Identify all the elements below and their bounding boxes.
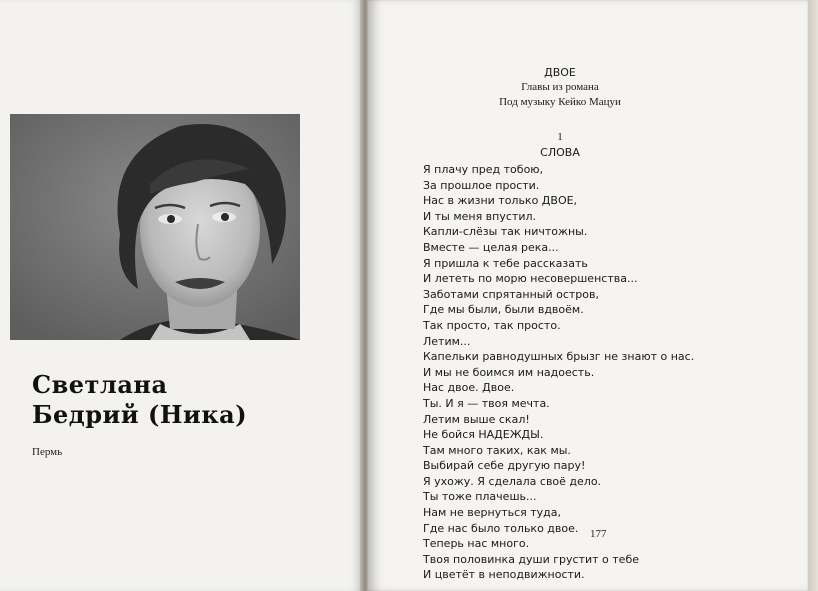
poem-line: И лететь по морю несовершенства... [423, 272, 638, 286]
author-city: Пермь [32, 446, 63, 458]
poem-line: Летим выше скал! [423, 412, 530, 426]
poem-line: Заботами спрятанный остров, [423, 287, 599, 301]
page-number: 177 [590, 528, 607, 540]
author-name [32, 370, 247, 430]
poem-line: Выбирай себе другую пару! [423, 459, 586, 473]
poem-line: И ты меня впустил. [423, 209, 537, 223]
poem-line: Капельки равнодушных брызг не знают о нас. [423, 350, 695, 364]
poem-line: Так просто, так просто. [423, 318, 561, 332]
poem-line: Там много таких, как мы. [423, 443, 571, 457]
left-page [0, 0, 362, 591]
author-first-name: Светлана [32, 370, 168, 399]
poem-line: Твоя половинка души грустит о тебе [423, 552, 639, 566]
poem-line: За прошлое прости. [423, 178, 540, 192]
poem-line: Нам не вернуться туда, [423, 506, 562, 520]
poem-line: Я плачу пред тобою, [423, 163, 544, 176]
poem-line: Где нас было только двое. [423, 521, 579, 535]
poem-dedication: Под музыку Кейко Мацуи [499, 96, 621, 108]
author-last-name: Бедрий (Ника) [32, 400, 248, 429]
poem-title: ДВОЕ [544, 66, 576, 79]
page-edge [808, 0, 818, 591]
poem-line: Ты тоже плачешь... [423, 490, 537, 504]
poem-line: Вместе — целая река... [423, 240, 559, 254]
poem-text [423, 162, 694, 583]
poem-line: Теперь нас много. [423, 537, 530, 551]
poem-line: Ты. И я — твоя мечта. [423, 396, 550, 410]
poem-line: Летим... [423, 334, 471, 348]
poem-line: Я пришла к тебе рассказать [423, 256, 588, 270]
author-photo [10, 114, 300, 340]
poem-line: Капли-слёзы так ничтожны. [423, 225, 588, 239]
poem-line: Не бойся НАДЕЖДЫ. [423, 428, 544, 442]
chapter-title: СЛОВА [540, 146, 580, 159]
author-portrait-image [10, 114, 300, 340]
poem-line: Нас двое. Двое. [423, 381, 515, 395]
poem-line: Я ухожу. Я сделала своё дело. [423, 474, 602, 488]
poem-line: И мы не боимся им надоесть. [423, 365, 595, 379]
poem-subtitle: Главы из романа [521, 81, 599, 93]
poem-line: Нас в жизни только ДВОЕ, [423, 194, 578, 208]
poem-line: Где мы были, были вдвоём. [423, 303, 584, 317]
chapter-number: 1 [557, 131, 563, 143]
poem-line: И цветёт в неподвижности. [423, 568, 585, 582]
